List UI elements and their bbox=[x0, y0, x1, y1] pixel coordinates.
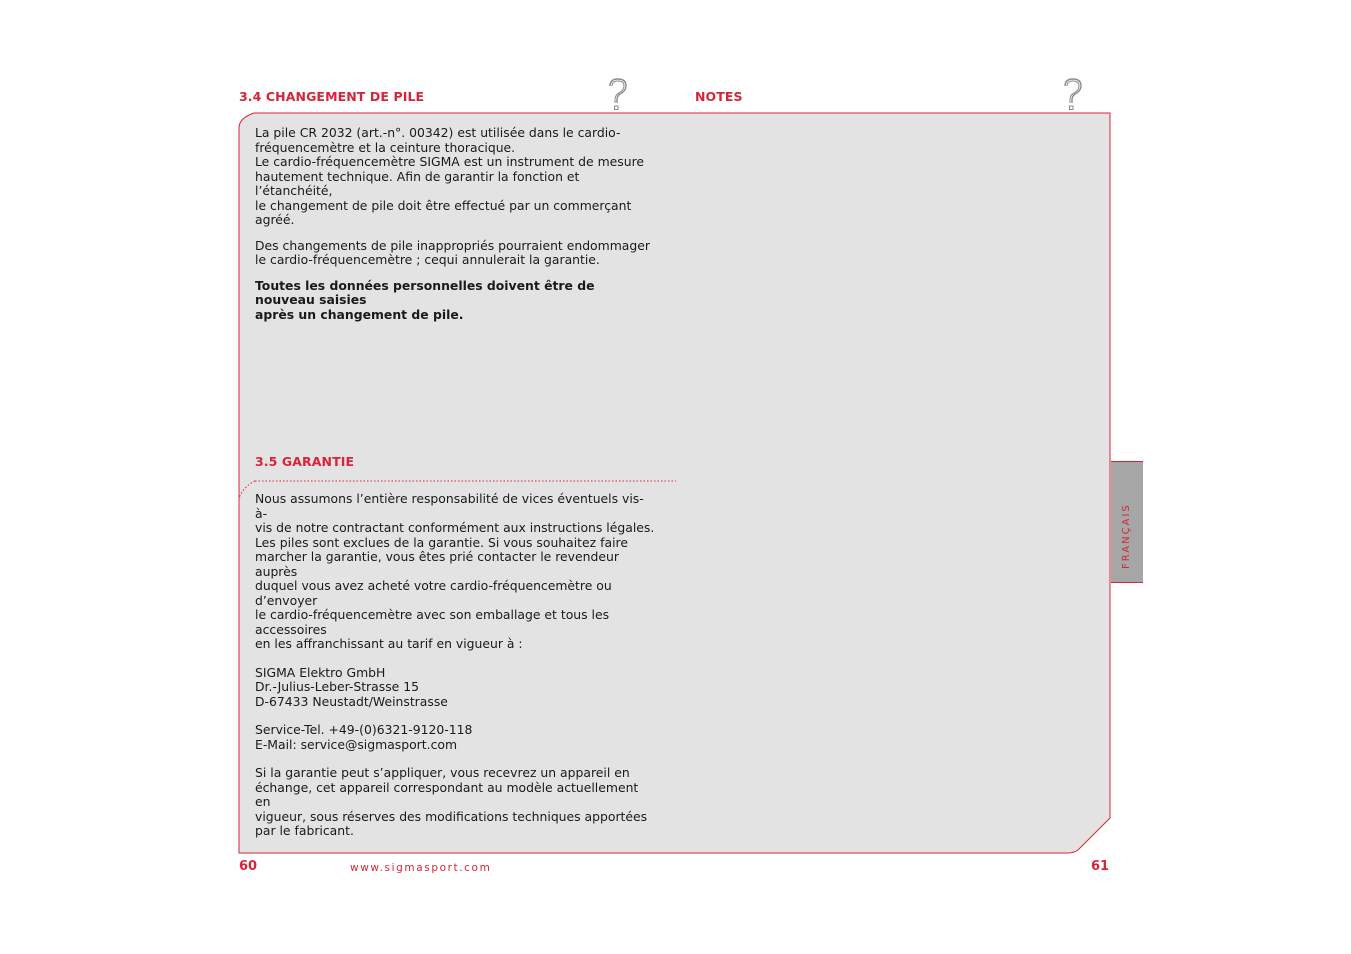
text-line: D-67433 Neustadt/Weinstrasse bbox=[255, 693, 448, 709]
warranty-section-text bbox=[255, 492, 655, 839]
contact-block bbox=[255, 723, 655, 752]
text-line: Nous assumons l’entière responsabilité de vices éventuels vis-à- bbox=[255, 491, 644, 521]
section-heading-warranty: 3.5 GARANTIE bbox=[255, 454, 355, 469]
text-line: Dr.-Julius-Leber-Strasse 15 bbox=[255, 679, 419, 694]
text-line: vigueur, sous réserves des modifications techniques apportées bbox=[255, 808, 648, 824]
section-heading-battery: 3.4 CHANGEMENT DE PILE bbox=[239, 89, 425, 104]
website-link[interactable]: www.sigmasport.com bbox=[350, 862, 492, 874]
service-email: E-Mail: service@sigmasport.com bbox=[255, 736, 458, 752]
text-line: le cardio-fréquencemètre avec son emballage et tous les accessoires bbox=[255, 607, 610, 637]
text-line: Toutes les données personnelles doivent être de nouveau saisies bbox=[255, 277, 595, 307]
warranty-paragraph-1 bbox=[255, 492, 655, 652]
battery-paragraph-2 bbox=[255, 239, 655, 268]
text-line: en les affranchissant au tarif en vigueur à : bbox=[255, 636, 523, 651]
text-line: échange, cet appareil correspondant au modèle actuellement en bbox=[255, 779, 639, 809]
text-line: duquel vous avez acheté votre cardio-fréquencemètre ou d’envoyer bbox=[255, 578, 612, 608]
text-line: Si la garantie peut s’appliquer, vous recevrez un appareil en bbox=[255, 765, 630, 780]
text-line: La pile CR 2032 (art.-n°. 00342) est utilisée dans le cardio- bbox=[255, 125, 621, 140]
text-line: Le cardio-fréquencemètre SIGMA est un instrument de mesure bbox=[255, 154, 645, 169]
service-phone: Service-Tel. +49-(0)6321-9120-118 bbox=[255, 722, 473, 737]
text-line: fréquencemètre et la ceinture thoracique. bbox=[255, 139, 516, 155]
text-line: marcher la garantie, vous êtes prié contacter le revendeur auprès bbox=[255, 549, 619, 579]
warranty-paragraph-2 bbox=[255, 766, 655, 839]
text-line: agréé. bbox=[255, 212, 295, 227]
text-line: vis de notre contractant conformément aux instructions légales. bbox=[255, 520, 655, 535]
battery-section-text bbox=[255, 126, 655, 322]
battery-paragraph-1 bbox=[255, 126, 655, 228]
question-mark-icon bbox=[606, 77, 630, 111]
text-line: après un changement de pile. bbox=[255, 306, 464, 322]
text-line: par le fabricant. bbox=[255, 823, 354, 838]
battery-warning bbox=[255, 279, 655, 323]
text-line: le changement de pile doit être effectué par un commerçant bbox=[255, 197, 632, 213]
notes-heading: NOTES bbox=[695, 89, 743, 104]
text-line: Des changements de pile inappropriés pourraient endommager bbox=[255, 237, 650, 253]
text-line: Les piles sont exclues de la garantie. Si vous souhaitez faire bbox=[255, 534, 628, 550]
question-mark-icon bbox=[1061, 77, 1085, 111]
address-block bbox=[255, 666, 655, 710]
language-tab-label: FRANÇAIS bbox=[1121, 503, 1132, 569]
text-line: hautement technique. Afin de garantir la fonction et l’étanchéité, bbox=[255, 168, 580, 198]
page-number-right: 61 bbox=[1091, 859, 1110, 874]
text-line: SIGMA Elektro GmbH bbox=[255, 664, 386, 680]
page-number-left: 60 bbox=[239, 859, 258, 874]
text-line: le cardio-fréquencemètre ; cequi annulerait la garantie. bbox=[255, 252, 600, 267]
